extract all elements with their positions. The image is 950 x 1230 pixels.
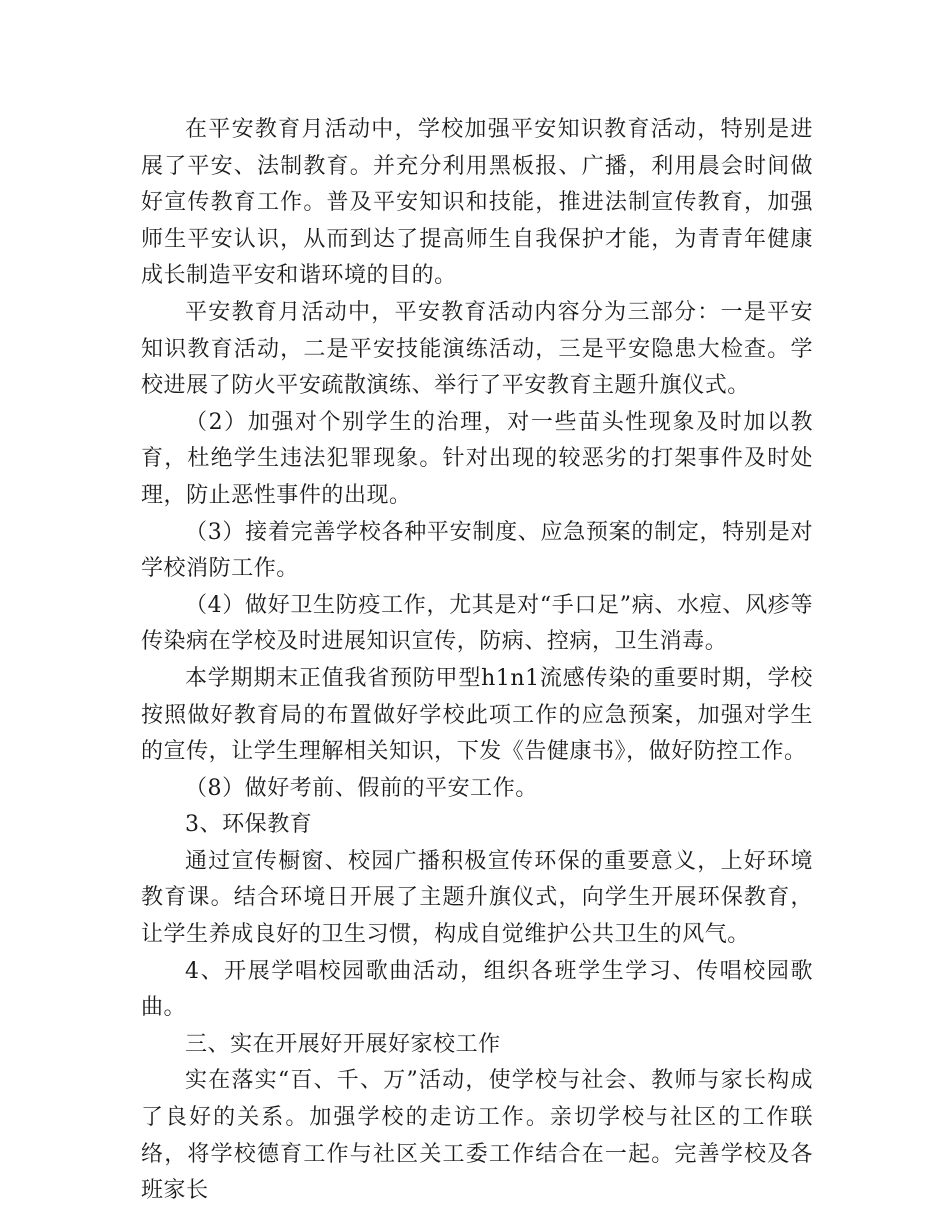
paragraph-environment: 通过宣传橱窗、校园广播积极宣传环保的重要意义，上好环境教育课。结合环境日开展了主题升旗仪式，向学生开展环保教育，让学生养成良好的卫生习惯，构成自觉维护公共卫生的风气。 bbox=[141, 848, 813, 948]
paragraph-h1n1: 本学期期末正值我省预防甲型h1n1流感传染的重要时期，学校按照做好教育局的布置做好学校此项工作的应急预案，加强对学生的宣传，让学生理解相关知识，下发《告健康书》，做好防控工作。 bbox=[141, 665, 813, 765]
paragraph-home-school: 实在落实“百、千、万”活动，使学校与社会、教师与家长构成了良好的关系。加强学校的走访工作。亲切学校与社区的工作联络，将学校德育工作与社区关工委工作结合在一起。完善学校及各班家长 bbox=[141, 1068, 813, 1204]
paragraph-safety-month: 在平安教育月活动中，学校加强平安知识教育活动，特别是进展了平安、法制教育。并充分利用黑板报、广播，利用晨会时间做好宣传教育工作。普及平安知识和技能，推进法制宣传教育，加强师生平安认识，从而到达了提高师生自我保护才能，为青青年健康成长制造平安和谐环境的目的。 bbox=[141, 117, 813, 289]
paragraph-item-4: （4）做好卫生防疫工作，尤其是对“手口足”病、水痘、风疹等传染病在学校及时进展知识宣传，防病、控病，卫生消毒。 bbox=[141, 592, 813, 655]
paragraph-item-8: （8）做好考前、假前的平安工作。 bbox=[185, 775, 538, 801]
paragraph-item-2: （2）加强对个别学生的治理，对一些苗头性现象及时加以教育，杜绝学生违法犯罪现象。针对出现的较恶劣的打架事件及时处理，防止恶性事件的出现。 bbox=[141, 409, 813, 508]
paragraph-item-3: （3）接着完善学校各种平安制度、应急预案的制定，特别是对学校消防工作。 bbox=[141, 519, 813, 582]
section-heading-environment: 3、环保教育 bbox=[185, 812, 313, 838]
document-body bbox=[141, 112, 813, 1210]
paragraph-campus-songs: 4、开展学唱校园歌曲活动，组织各班学生学习、传唱校园歌曲。 bbox=[141, 958, 813, 1021]
section-heading-home-school: 三、实在开展好开展好家校工作 bbox=[185, 1031, 501, 1057]
paragraph-safety-content: 平安教育月活动中，平安教育活动内容分为三部分：一是平安知识教育活动，二是平安技能演练活动，三是平安隐患大检查。学校进展了防火平安疏散演练、举行了平安教育主题升旗仪式。 bbox=[141, 299, 813, 399]
